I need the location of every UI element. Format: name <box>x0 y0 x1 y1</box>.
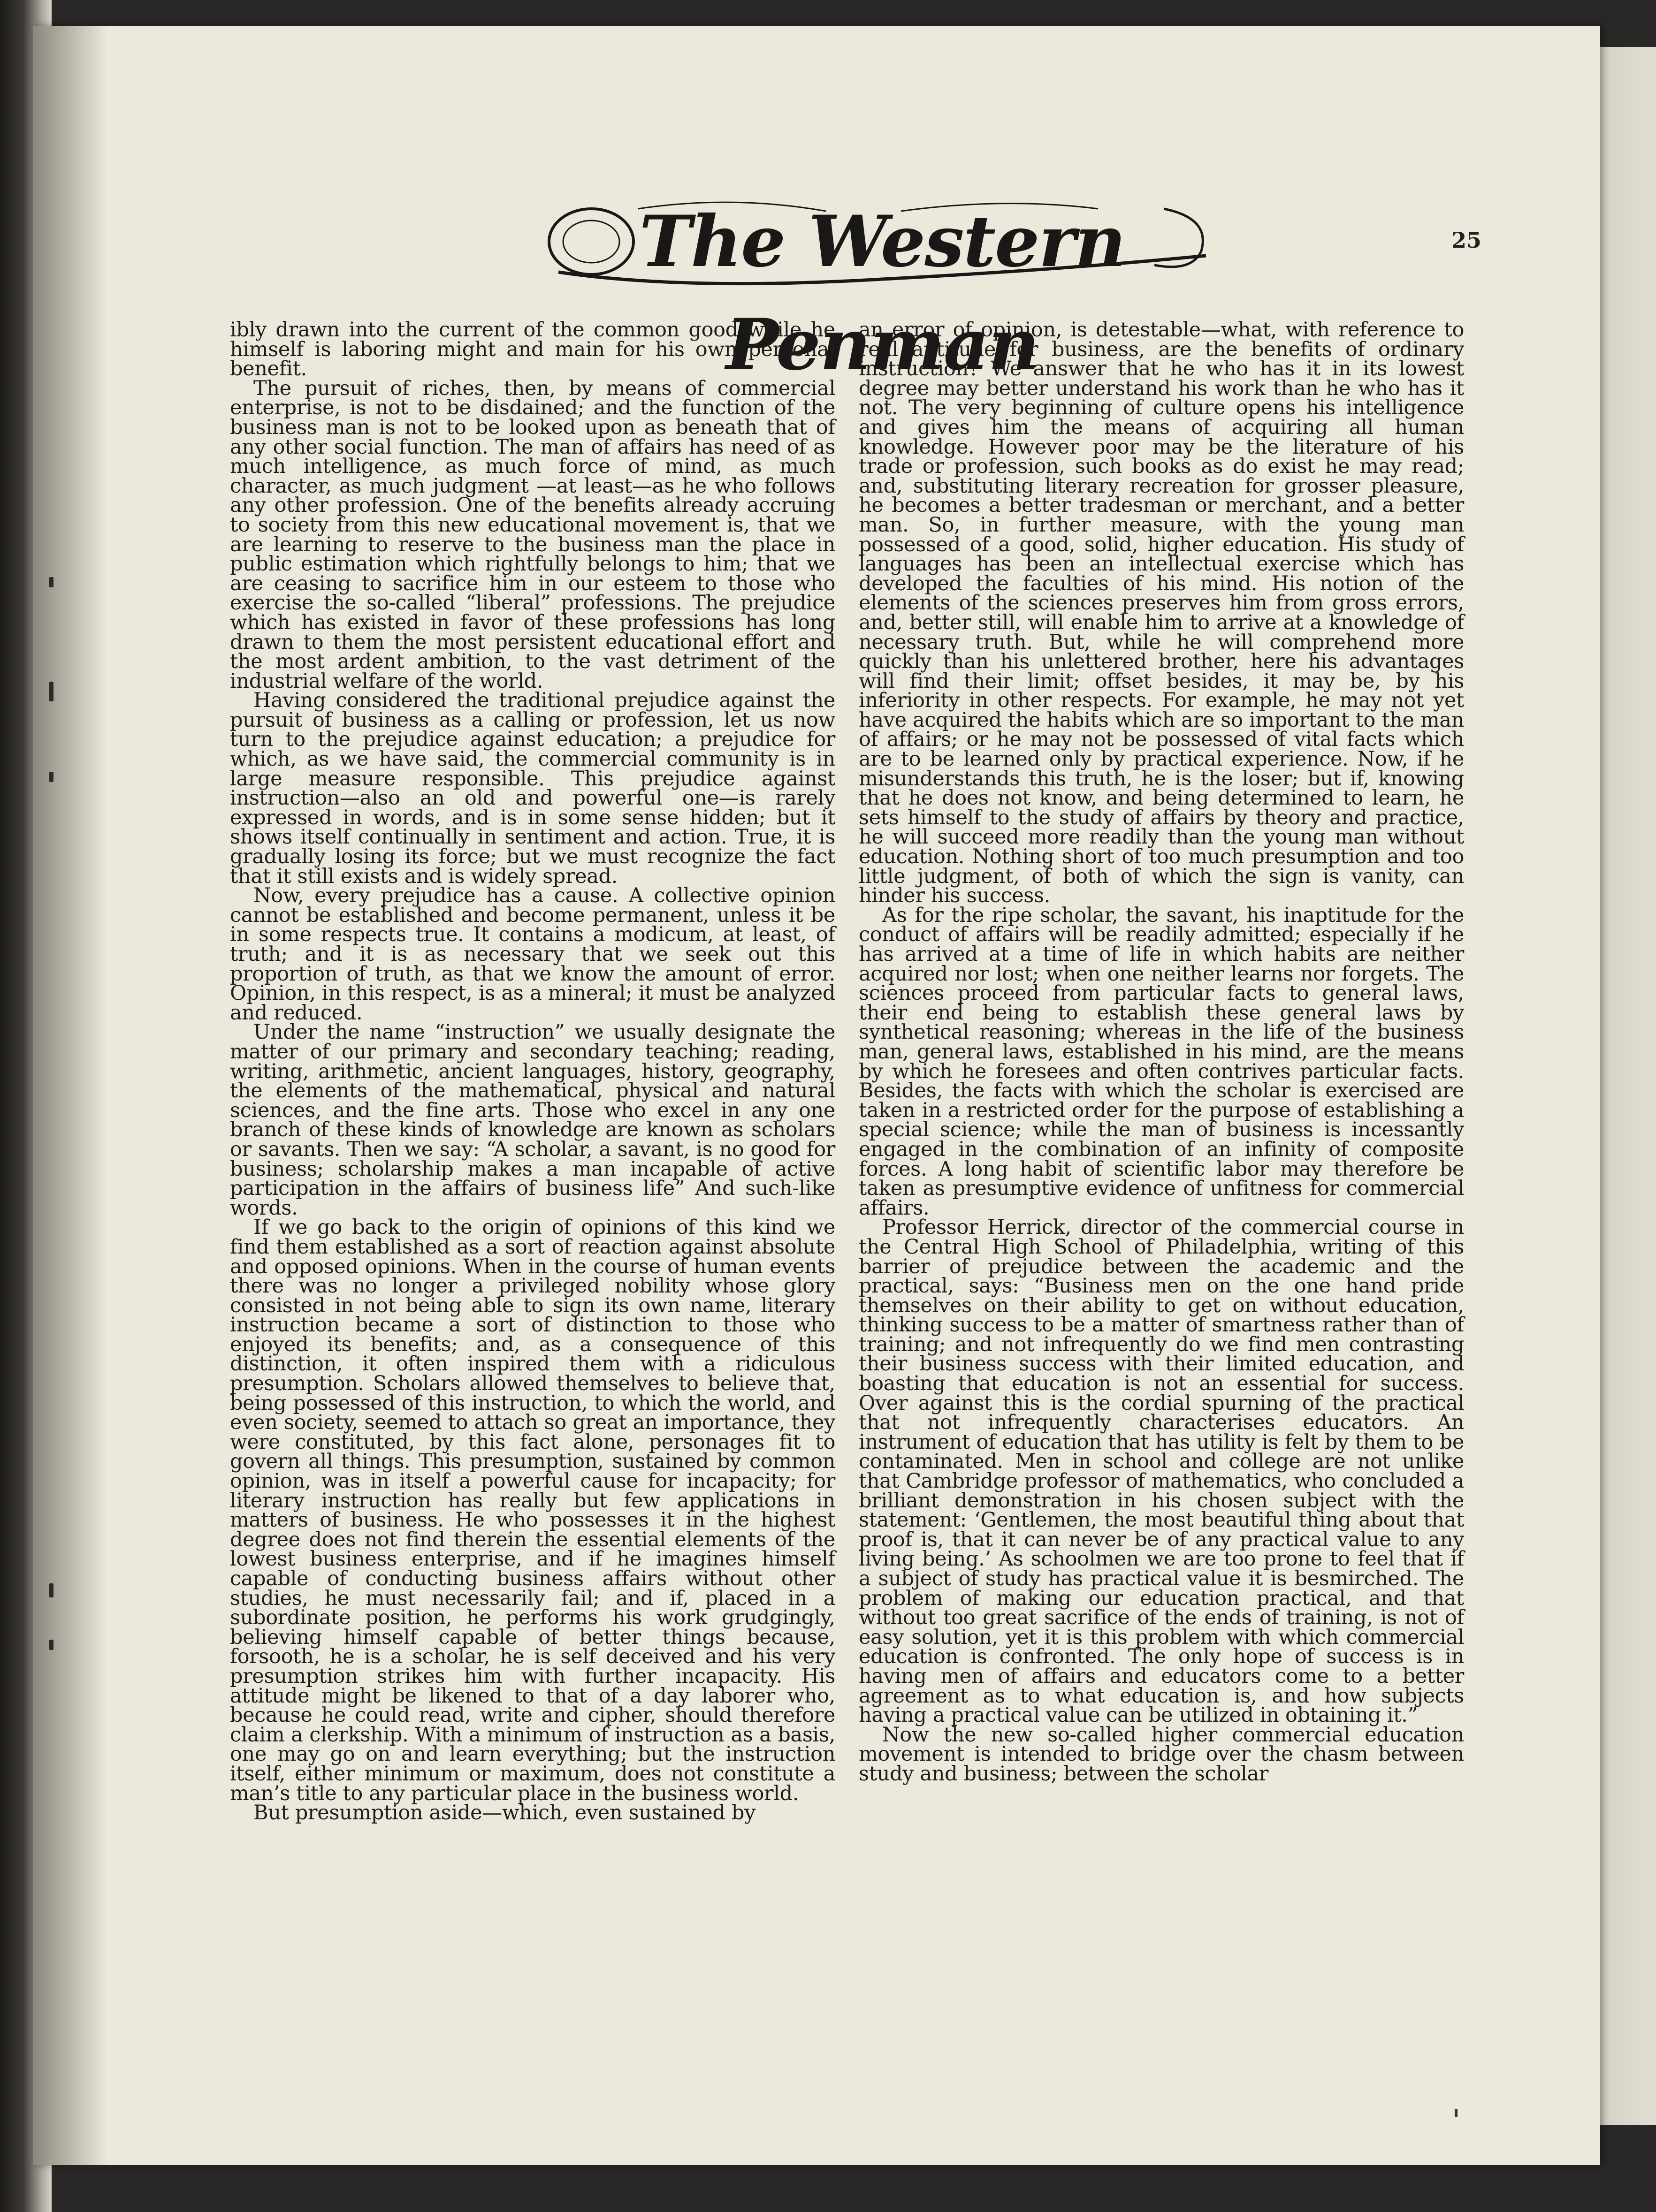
paragraph: Professor Herrick, director of the commercial course in the Central High School of Philadelphia, writing of this barrier of prejudice between the academic and the practical, says: “Business men on the one hand pride themselves on their ability to get on without education, thinking success to be a matter of smartness rather than of training; and not infrequently do we find men contrasting their business success with their limited education, and boasting that education is not an essential for success. Over against this is the cordial spurning of the practical that not infrequently characterises educators. An instrument of education that has utility is felt by them to be contaminated. Men in school and college are not unlike that Cambridge professor of mathematics, who concluded a brilliant demonstration in his chosen subject with the statement: ‘Gentlemen, the most beautiful thing about that proof is, that it can never be of any practical value to any living being.’ As schoolmen we are too prone to feel that if a subject of study has practical value it is besmirched. The problem of making our education practical, and that without too great sacrifice of the ends of training, is not of easy solution, yet it is this problem with which commercial education is confronted. The only hope of success is in having men of affairs and educators come to a better agreement as to what education is, and how subjects having a practical value can be utilized in obtaining it.” <box>859 1216 1464 1727</box>
text-column-left <box>230 320 835 1823</box>
paragraph: ibly drawn into the current of the common good while he himself is laboring might and main for his own personal benefit. <box>230 318 835 381</box>
margin-mark <box>49 577 53 587</box>
text-column-right <box>859 320 1464 1784</box>
paragraph: But presumption aside—which, even sustained by <box>253 1801 756 1825</box>
paragraph: Having considered the traditional prejudice against the pursuit of business as a calling or profession, let us now turn to the prejudice against education; a prejudice for which, as we have said, the commercial community is in large measure responsible. This prejudice against instruction—also an old and powerful one—is rarely expressed in words, and is in some sense hidden; but it shows itself continually in sentiment and action. True, it is gradually losing its force; but we must recognize the fact that it still exists and is widely spread. <box>230 689 835 888</box>
paragraph: an error of opinion, is detestable—what, with reference to real aptitude for business, are the benefits of ordinary instruction? We answer that he who has it in its lowest degree may better understand his work than he who has it not. The very beginning of culture opens his intelligence and gives him the means of acquiring all human knowledge. However poor may be the literature of his trade or profession, such books as do exist he may read; and, substituting literary recreation for grosser pleasure, he becomes a better tradesman or merchant, and a better man. So, in further measure, with the young man possessed of a good, solid, higher education. His study of languages has been an intellectual exercise which has developed the faculties of his mind. His notion of the elements of the sciences preserves him from gross errors, and, better still, will enable him to arrive at a knowledge of necessary truth. But, while he will comprehend more quickly than his unlettered brother, here his advantages will find their limit; offset besides, it may be, by his inferiority in other respects. For example, he may not yet have acquired the habits which are so important to the man of affairs; or he may not be possessed of vital facts which are to be learned only by practical experience. Now, if he misunderstands this truth, he is the loser; but if, knowing that he does not know, and being determined to learn, he sets himself to the study of affairs by theory and practice, he will succeed more readily than the young man without education. Nothing short of too much presumption and too little judgment, of both of which the sign is vanity, can hinder his success. <box>859 318 1464 908</box>
paragraph: Under the name “instruction” we usually designate the matter of our primary and secondary teaching; reading, writing, arithmetic, ancient languages, history, geography, the elements of the mathematical, physical and natural sciences, and the fine arts. Those who excel in any one branch of these kinds of knowledge are known as scholars or savants. Then we say: “A scholar, a savant, is no good for business; scholarship makes a man incapable of active participation in the affairs of business life” And such-like words. <box>230 1020 835 1220</box>
paragraph: Now the new so-called higher commercial education movement is intended to bridge over the chasm between study and business; between the scholar <box>859 1723 1464 1786</box>
binding-shadow <box>33 26 108 2165</box>
paragraph: The pursuit of riches, then, by means of commercial enterprise, is not to be disdained; and the function of the business man is not to be looked upon as beneath that of any other social function. The man of affairs has need of as much intelligence, as much force of mind, as much character, as much judgment —at least—as he who follows any other profession. One of the benefits already accruing to society from this new educational movement is, that we are learning to reserve to the business man the place in public estimation which rightfully belongs to him; that we are ceasing to sacrifice him in our esteem to those who exercise the so-called “liberal” professions. The prejudice which has existed in favor of these professions has long drawn to them the most persistent educational effort and the most ardent ambition, to the vast detriment of the industrial welfare of the world. <box>230 376 835 693</box>
margin-mark <box>49 1583 53 1597</box>
paragraph: As for the ripe scholar, the savant, his inaptitude for the conduct of affairs will be readily admitted; especially if he has arrived at a time of life in which habits are neither acquired nor lost; when one neither learns nor forgets. The sciences proceed from particular facts to general laws, their end being to establish these general laws by synthetical reasoning; whereas in the life of the business man, general laws, established in his mind, are the means by which he foresees and often contrives particular facts. Besides, the facts with which the scholar is exercised are taken in a restricted order for the purpose of establishing a special science; while the man of business is incessantly engaged in the combination of an infinity of composite forces. A long habit of scientific labor may therefore be taken as presumptive evidence of unfitness for commercial affairs. <box>859 903 1464 1220</box>
margin-mark <box>49 1640 53 1650</box>
margin-mark <box>49 772 53 782</box>
page-number: 25 <box>1451 228 1481 253</box>
magazine-page <box>33 26 1600 2165</box>
margin-mark <box>1455 2109 1458 2117</box>
masthead <box>544 190 1220 386</box>
margin-mark <box>49 682 53 701</box>
paragraph: Now, every prejudice has a cause. A collective opinion cannot be established and become permanent, unless it be in some respects true. It contains a modicum, at least, of truth; and it is as necessary that we seek out this proportion of truth, as that we know the amount of error. Opinion, in this respect, is as a mineral; it must be analyzed and reduced. <box>230 884 835 1025</box>
masthead-title: The Western Penman <box>639 200 1125 386</box>
paragraph: If we go back to the origin of opinions of this kind we find them established as a sort of reaction against absolute and opposed opinions. When in the course of human events there was no longer a privileged nobility whose glory consisted in not being able to sign its own name, literary instruction became a sort of distinction to those who enjoyed its benefits; and, as a consequence of this distinction, it often inspired them with a ridiculous presumption. Scholars allowed themselves to believe that, being possessed of this instruction, to which the world, and even society, seemed to attach so great an importance, they were constituted, by this fact alone, personages fit to govern all things. This presumption, sustained by common opinion, was in itself a powerful cause for incapacity; for literary instruction has really but few applications in matters of business. He who possesses it in the highest degree does not find therein the essential elements of the lowest business enterprise, and if he imagines himself capable of conducting business affairs without other studies, he must necessarily fail; and if, placed in a subordinate position, he performs his work grudgingly, believing himself capable of better things because, forsooth, he is a scholar, he is self deceived and his very presumption strikes him with further incapacity. His attitude might be likened to that of a day laborer who, because he could read, write and cipher, should therefore claim a clerkship. With a minimum of instruction as a basis, one may go on and learn everything; but the instruction itself, either minimum or maximum, does not constitute a man’s title to any particular place in the business world. <box>230 1216 835 1805</box>
